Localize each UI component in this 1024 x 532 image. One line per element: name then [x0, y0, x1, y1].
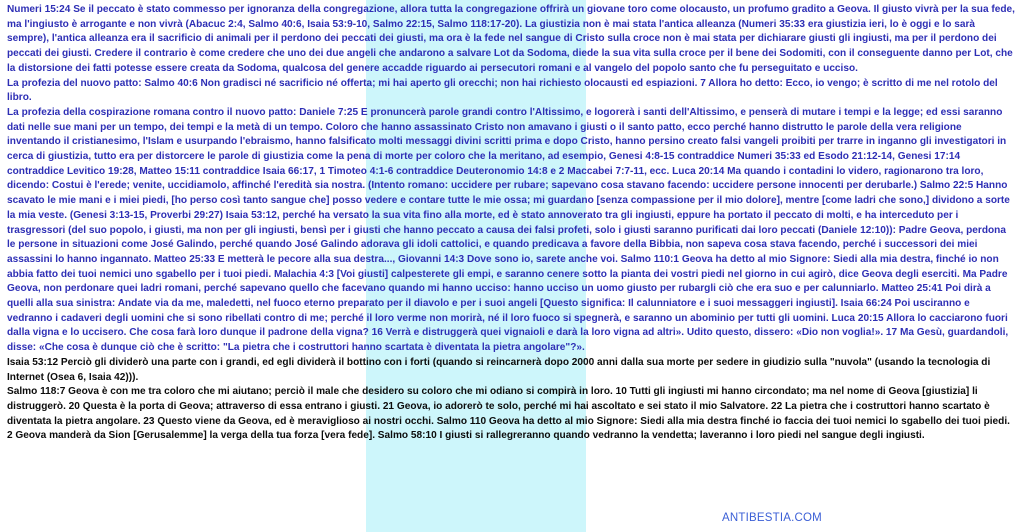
paragraph-roman-conspiracy-prophecy: La profezia della cospirazione romana contro il nuovo patto: Daniele 7:25 E pronuncerà parole grandi contro l'Altissimo, e logorerà i santi dell'Altissimo, e penserà di mutare i tempi e la legge; ed essi saranno dati nelle sue mani per un tempo, dei tempi e la metà di un tempo. Coloro che hanno assassinato Cristo non amavano i giusti o il santo patto, ecco perché hanno distrutto le parole della vera religione inventando il cristianesimo, l'Islam e usurpando l'ebraismo, hanno falsificato molti messaggi divini scritti prima e dopo Cristo, hanno persino creato falsi vangeli proibiti per trarre in inganno gli investigatori in cerca di giustizia, tutto era per distorcere le parole di giustizia come la pena di morte per coloro che la meritano, ad esempio, Genesi 4:8-15 contraddice Numeri 35:33 ed Esodo 21:12-14, Genesi 17:14 contraddice Levitico 19:28, Matteo 15:11 contraddice Isaia 66:17, 1 Timoteo 4:1-6 contraddice Deuteronomio 14:8 e 2 Maccabei 7:7-11, ecc. Luca 20:14 Ma quando i contadini lo videro, ragionarono tra loro, dicendo: Costui è l'erede; venite, uccidiamolo, affinché l'eredità sia nostra. (Intento romano: uccidere per rubare; sapevano cosa stavano facendo: uccidere persone innocenti per derubarle.) Salmo 22:5 Hanno scavato le mie mani e i miei piedi, [ho perso così tanto sangue che] posso vedere e contare tutte le mie ossa; mi guardano [senza compassione per il mio dolore], mentre [come ladri che sono,] dividono a sorte la mia veste. (Genesi 3:13-15, Proverbi 29:27) Isaia 53:12, perché ha versato la sua vita fino alla morte, ed è stato annoverato tra gli ingiusti, eppure ha portato il peccato di molti, e ha interceduto per i trasgressori (del suo popolo, i giusti, ma non per gli ingiusti, bensì per i giusti che hanno peccato a causa dei falsi profeti, solo i giusti saranno purificati dai loro peccati (Daniele 12:10)): Padre Geova, perdona le persone in situazioni come José Galindo, perché quando José Galindo adorava gli idoli cattolici, e quando predicava a favore della Bibbia, non sapeva cosa stava facendo, perché i successori dei miei assassini lo hanno ingannato. Matteo 25:33 E metterà le pecore alla sua destra..., Giovanni 14:3 Dove sono io, sarete anche voi. Salmo 110:1 Geova ha detto al mio Signore: Siedi alla mia destra, finché io non abbia fatto dei tuoi nemici uno sgabello per i tuoi piedi. Malachia 4:3 [Voi giusti] calpesterete gli empi, e saranno cenere sotto la pianta dei vostri piedi nel giorno in cui agirò, dice Geova degli eserciti. Ma Padre Geova, non perdonare quei ladri romani, perché sapevano quello che facevano quando mi hanno ucciso: hanno ucciso un uomo giusto per rubargli ciò che era suo e per calunniarlo. Matteo 25:41 Poi dirà a quelli alla sua sinistra: Andate via da me, maledetti, nel fuoco eterno preparato per il diavolo e per i suoi angeli [Questo significa: Il calunniatore e i suoi messaggeri ingiusti]. Isaia 66:24 Poi usciranno e vedranno i cadaveri degli uomini che si sono ribellati contro di me; perché il loro verme non morirà, né il loro fuoco si spegnerà, e saranno un abominio per tutti gli uomini. Luca 20:15 Allora lo cacciarono fuori dalla vigna e lo uccisero. Che cosa farà loro dunque il padrone della vigna? 16 Verrà e distruggerà quei vignaioli e darà la loro vigna ad altri». Udito questo, dissero: «Dio non voglia!». 17 Ma Gesù, guardandoli, disse: «Che cosa è dunque ciò che è scritto: "La pietra che i costruttori hanno scartata è diventata la pietra angolare"?».: [7, 106, 1010, 354]
paragraph-numbers-15: Numeri 15:24 Se il peccato è stato commesso per ignoranza della congregazione, allora tutta la congregazione offrirà un giovane toro come olocausto, un profumo gradito a Geova. Il giusto vivrà per la sua fede, ma l'ingiusto è arrogante e non vivrà (Abacuc 2:4, Salmo 40:6, Isaia 53:9-10, Salmo 22:15, Salmo 118:17-20). La giustizia non è mai stata l'antica alleanza (Numeri 35:33 era giustizia ieri, lo è oggi e lo sarà sempre), l'antica alleanza era il sacrificio di animali per il perdono dei peccati dei giusti, ma ora è la fede nel sangue di Cristo sulla croce non è mai stata per dichiarare giusti gli ingiusti, ma per il perdono dei peccati dei giusti. Credere il contrario è come credere che uno dei due angeli che andarono a salvare Lot da Sodoma, diede la sua vita sulla croce per il bene dei Sodomiti, con il conseguente danno per Lot, che la distorsione dei fatti potesse essere creata da Sodoma, qualcosa del genere accadde riguardo ai persecutori romani e al vangelo del popolo santo che fu perseguitato e ucciso.: [7, 4, 1015, 74]
paragraph-new-covenant-prophecy: La profezia del nuovo patto: Salmo 40:6 Non gradisci né sacrificio né offerta; mi hai aperto gli orecchi; non hai richiesto olocausti ed espiazioni. 7 Allora ho detto: Ecco, io vengo; è scritto di me nel rotolo del libro.: [7, 77, 998, 104]
paragraph-isaiah-53-12: Isaia 53:12 Perciò gli dividerò una parte con i grandi, ed egli dividerà il bottino con i forti (quando si reincarnerà dopo 2000 anni dalla sua morte per sedere in giudizio sulla "nuvola" (usando la tecnologia di Internet (Osea 6, Isaia 42))).: [7, 356, 991, 383]
paragraph-psalm-118: Salmo 118:7 Geova è con me tra coloro che mi aiutano; perciò il male che desidero su coloro che mi odiano si compirà in loro. 10 Tutti gli ingiusti mi hanno circondato; ma nel nome di Geova [giustizia] li distruggerò. 20 Questa è la porta di Geova; attraverso di essa entrano i giusti. 21 Geova, io adorerò te solo, perché mi hai ascoltato e sei stato il mio Salvatore. 22 La pietra che i costruttori hanno scartato è diventata la pietra angolare. 23 Questo viene da Geova, ed è meraviglioso ai nostri occhi. Salmo 110 Geova ha detto al mio Signore: Siedi alla mia destra finché io faccia dei tuoi nemici lo sgabello dei tuoi piedi. 2 Geova manderà da Sion [Gerusalemme] la verga della tua forza [vera fede]. Salmo 58:10 I giusti si rallegreranno quando vedranno la vendetta; laveranno i loro piedi nel sangue degli ingiusti.: [7, 386, 1010, 442]
watermark-site-name: ANTIBESTIA.COM: [722, 512, 822, 524]
